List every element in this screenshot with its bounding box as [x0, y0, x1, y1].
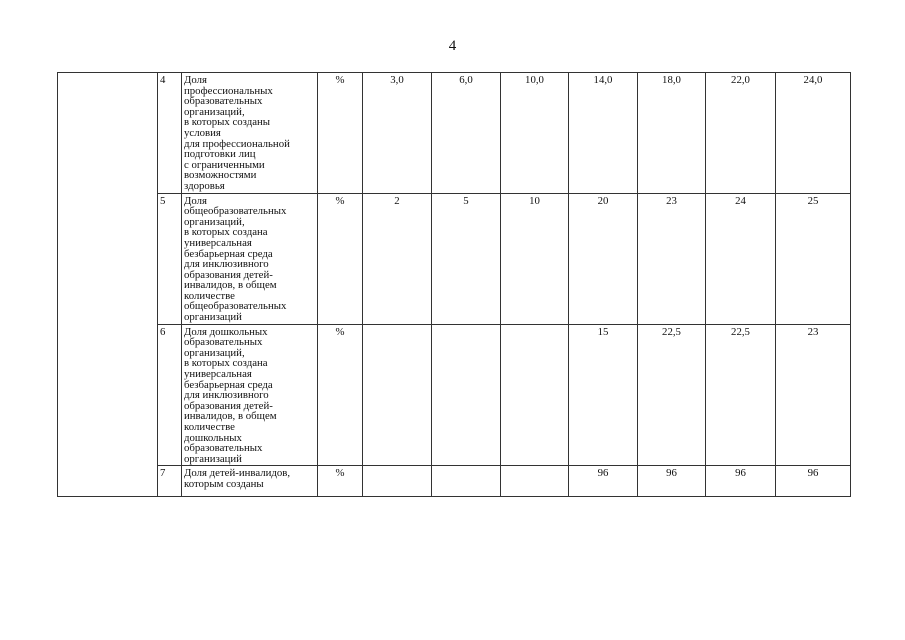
indicator-name: Доля дошкольных образовательных организаций, в которых создана универсальная безбарьерная среда для инклюзивного образования детей- инвалидов, в общем количестве дошкольных образовательных организаций	[182, 324, 318, 466]
value-cell: 96	[706, 466, 776, 497]
value-cell: 18,0	[638, 73, 706, 194]
value-cell: 23	[776, 324, 851, 466]
value-cell	[501, 466, 569, 497]
value-cell: 3,0	[363, 73, 432, 194]
value-cell	[432, 466, 501, 497]
value-cell: 96	[638, 466, 706, 497]
value-cell: 23	[638, 193, 706, 324]
indicator-name: Доля профессиональных образовательных организаций, в которых созданы условия для профессиональной подготовки лиц с ограниченными возможностями здоровья	[182, 73, 318, 194]
row-number: 4	[158, 73, 182, 194]
table-row	[58, 73, 851, 194]
value-cell: 22,5	[638, 324, 706, 466]
value-cell: 2	[363, 193, 432, 324]
page-number: 4	[448, 38, 457, 54]
value-cell: 5	[432, 193, 501, 324]
value-cell	[363, 466, 432, 497]
indicators-table	[57, 72, 851, 497]
row-number: 7	[158, 466, 182, 497]
value-cell: 96	[776, 466, 851, 497]
indicator-name: Доля общеобразовательных организаций, в которых создана универсальная безбарьерная среда для инклюзивного образования детей- инвалидов, в общем количестве общеобразовательных организаций	[182, 193, 318, 324]
value-cell: 20	[569, 193, 638, 324]
value-cell: 24,0	[776, 73, 851, 194]
row-number: 5	[158, 193, 182, 324]
table-row	[58, 324, 851, 466]
value-cell: 10,0	[501, 73, 569, 194]
value-cell: 22,0	[706, 73, 776, 194]
row-number: 6	[158, 324, 182, 466]
value-cell	[501, 324, 569, 466]
value-cell: 24	[706, 193, 776, 324]
value-cell: 6,0	[432, 73, 501, 194]
value-cell: 25	[776, 193, 851, 324]
table-row	[58, 193, 851, 324]
unit-cell: %	[318, 193, 363, 324]
indicator-name: Доля детей-инвалидов, которым созданы	[182, 466, 318, 497]
value-cell: 22,5	[706, 324, 776, 466]
value-cell	[432, 324, 501, 466]
value-cell: 96	[569, 466, 638, 497]
unit-cell: %	[318, 73, 363, 194]
table-row	[58, 466, 851, 497]
value-cell: 10	[501, 193, 569, 324]
value-cell: 14,0	[569, 73, 638, 194]
unit-cell: %	[318, 324, 363, 466]
unit-cell: %	[318, 466, 363, 497]
value-cell	[363, 324, 432, 466]
value-cell: 15	[569, 324, 638, 466]
left-margin-cell	[58, 73, 158, 497]
